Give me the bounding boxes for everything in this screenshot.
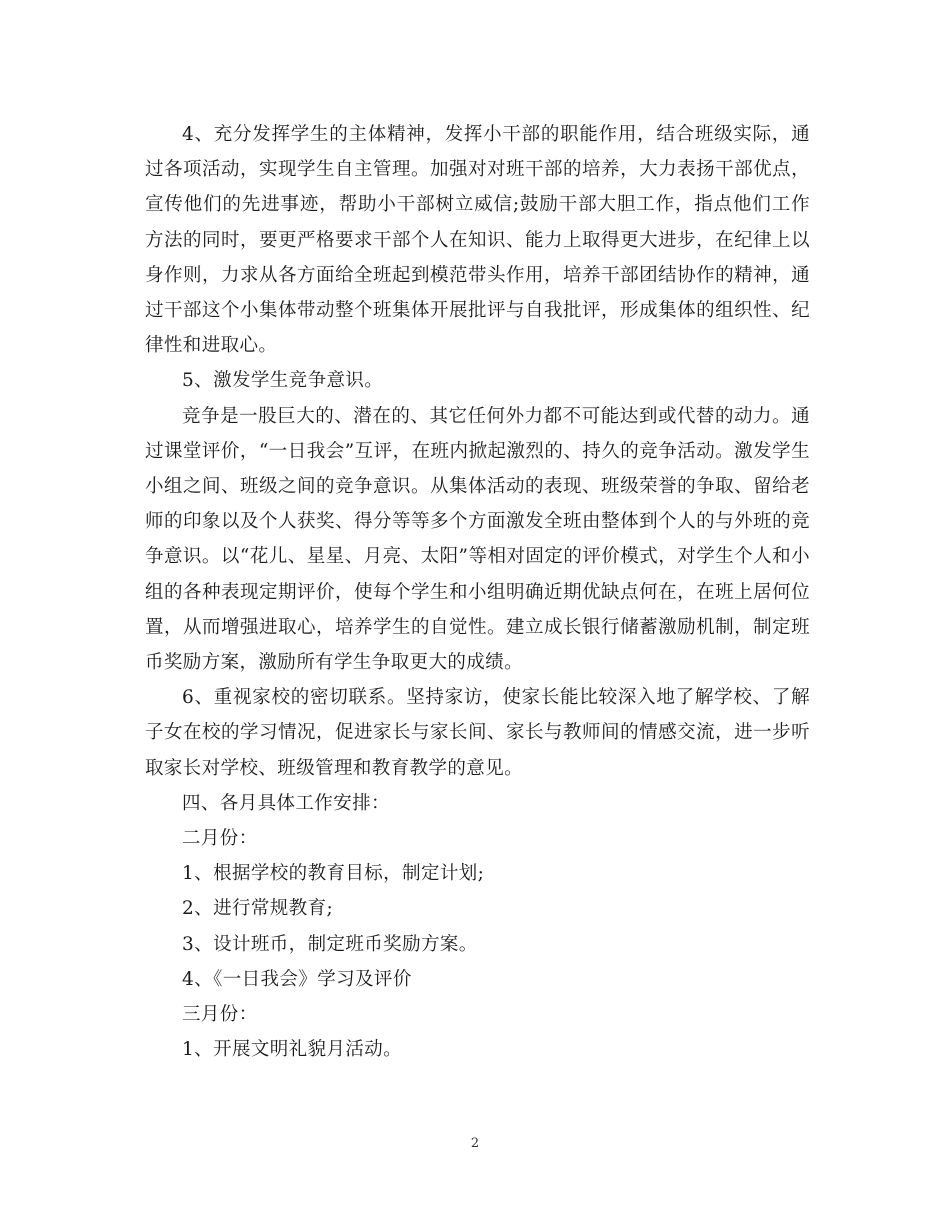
paragraph-cadre-management: 4、充分发挥学生的主体精神，发挥小干部的职能作用，结合班级实际，通过各项活动，实现学生自主管理。加强对对班干部的培养，大力表扬干部优点，宣传他们的先进事迹，帮助小干部树立威信;鼓励干部大胆工作，指点他们工作方法的同时，要更严格要求干部个人在知识、能力上取得更大进步，在纪律上以身作则，力求从各方面给全班起到模范带头作用，培养干部团结协作的精神，通过干部这个小集体带动整个班集体开展批评与自我批评，形成集体的组织性、纪律性和进取心。 xyxy=(145,124,810,357)
paragraph-competition-heading: 5、激发学生竞争意识。 xyxy=(182,370,384,392)
paragraph-competition-body: 竞争是一股巨大的、潜在的、其它任何外力都不可能达到或代替的动力。通过课堂评价，“一日我会”互评，在班内掀起激烈的、持久的竞争活动。激发学生小组之间、班级之间的竞争意识。从集体活动的表现、班级荣誉的争取、留给老师的印象以及个人获奖、得分等等多个方面激发全班由整体到个人的与外班的竞争意识。以“花儿、星星、月亮、太阳”等相对固定的评价模式，对学生个人和小组的各种表现定期评价，使每个学生和小组明确近期优缺点何在，在班上居何位置，从而增强进取心，培养学生的自觉性。建立成长银行储蓄激励机制，制定班币奖励方案，激励所有学生争取更大的成绩。 xyxy=(145,405,810,674)
list-item: 3、设计班币，制定班币奖励方案。 xyxy=(182,933,478,955)
list-item: 2、进行常规教育; xyxy=(182,898,334,920)
list-item: 1、开展文明礼貌月活动。 xyxy=(182,1039,403,1061)
page-number: 2 xyxy=(470,1136,480,1151)
section-heading-monthly-plan: 四、各月具体工作安排： xyxy=(182,792,390,814)
list-item: 4、《一日我会》学习及评价 xyxy=(182,968,412,990)
paragraph-home-school: 6、重视家校的密切联系。坚持家访，使家长能比较深入地了解学校、了解子女在校的学习情况，促进家长与家长间、家长与教师间的情感交流，进一步听取家长对学校、班级管理和教育教学的意见。 xyxy=(145,687,810,779)
month-heading-march: 三月份： xyxy=(182,1004,258,1026)
month-heading-february: 二月份： xyxy=(182,828,258,850)
document-body xyxy=(145,117,810,1067)
list-item: 1、根据学校的教育目标，制定计划; xyxy=(182,863,485,885)
